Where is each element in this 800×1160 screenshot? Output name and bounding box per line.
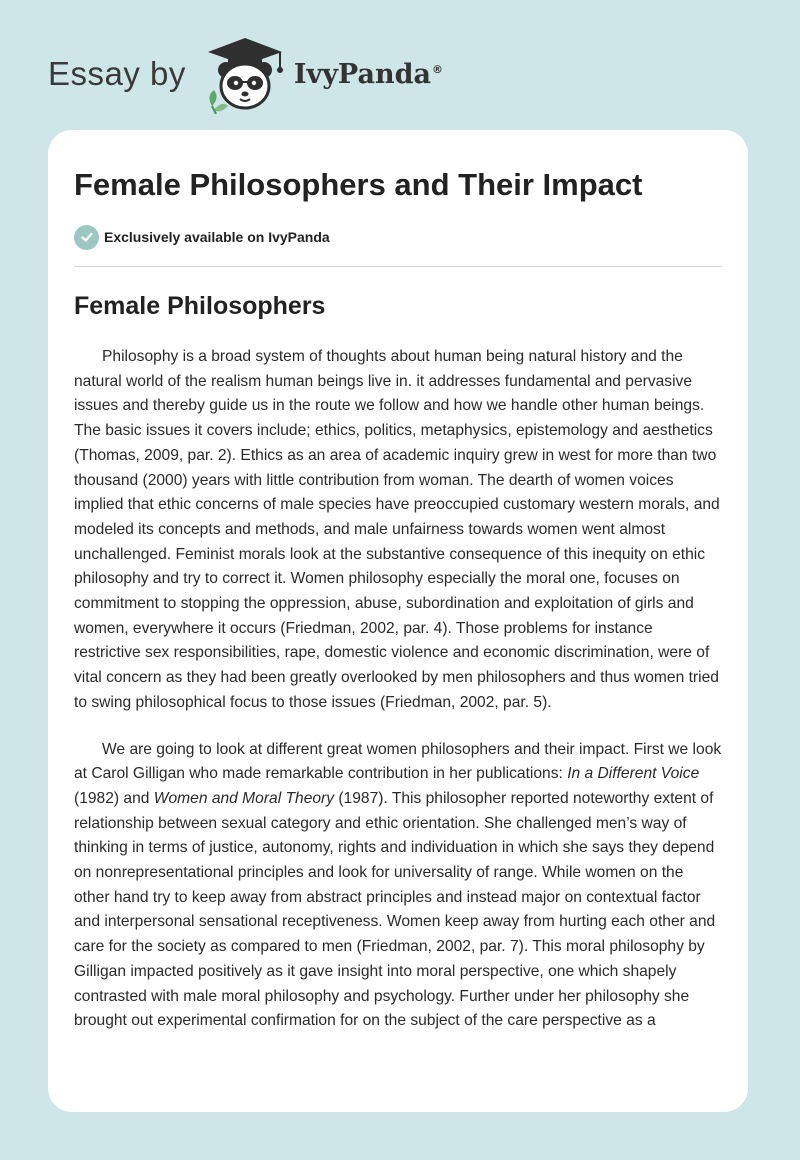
essay-card (48, 130, 748, 1112)
paragraph-2-text: (1987). This philosopher reported noteworthy extent of relationship between sexual category and ethic orientation. She challenged men’s way of thinking in terms of justice, autonomy, rights and individuation in which she says they depend on nonrepresentational principles and look for universality of range. While women on the other hand try to keep away from abstract principles and instead major on contextual factor and interpersonal sensational receptiveness. Women keep away from hurting each other and care for the society as compared to men (Friedman, 2002, par. 7). This moral philosophy by Gilligan impacted positively as it gave insight into moral perspective, one which shapely contrasted with male moral philosophy and psychology. Further under her philosophy she brought out experimental confirmation for on the subject of the care perspective as a (74, 789, 716, 1030)
brand-header (48, 34, 443, 114)
book-title-women-and-moral-theory: Women and Moral Theory (153, 789, 335, 807)
section-heading: Female Philosophers (74, 292, 326, 320)
paragraph-2-text: We are going to look at different great women philosophers and their impact. First we look at Carol Gilligan who made remarkable contribution in her publications: (74, 740, 722, 783)
paragraph-1: Philosophy is a broad system of thoughts about human being natural history and the natural world of the realism human beings live in. it addresses fundamental and pervasive issues and thereby guide us in the route we follow and how we handle other human beings. The basic issues it covers include; ethics, politics, metaphysics, epistemology and aesthetics (Thomas, 2009, par. 2). Ethics as an area of academic inquiry grew in west for more than two thousand (2000) years with little contribution from woman. The dearth of women voices implied that ethic concerns of male species have preoccupied customary western morals, and modeled its concepts and methods, and male unfairness towards women went almost unchallenged. Feminist morals look at the substantive consequence of this inequity on ethic philosophy and try to correct it. Women philosophy especially the moral one, focuses on commitment to stopping the oppression, abuse, subordination and exploitation of girls and women, everywhere it occurs (Friedman, 2002, par. 4). Those problems for instance restrictive sex responsibilities, rape, domestic violence and economic discrimination, were of vital concern as they had been greatly overlooked by men philosophers and thus women tried to swing philosophical focus to those issues (Friedman, 2002, par. 5). (74, 348, 720, 711)
book-title-in-a-different-voice: In a Different Voice (567, 765, 700, 783)
paragraph-2 (74, 738, 722, 1034)
brand-name: IvyPanda® (293, 58, 443, 90)
brand-prefix: Essay by (48, 55, 186, 92)
check-circle-icon (74, 225, 99, 250)
exclusive-badge (74, 223, 722, 251)
paragraph-2-text: (1982) and (74, 789, 154, 807)
essay-title: Female Philosophers and Their Impact (74, 167, 643, 202)
registered-mark: ® (431, 62, 443, 76)
panda-logo-icon (202, 34, 288, 114)
exclusive-label: Exclusive​ly available on IvyPanda (104, 229, 330, 245)
divider (74, 266, 722, 267)
